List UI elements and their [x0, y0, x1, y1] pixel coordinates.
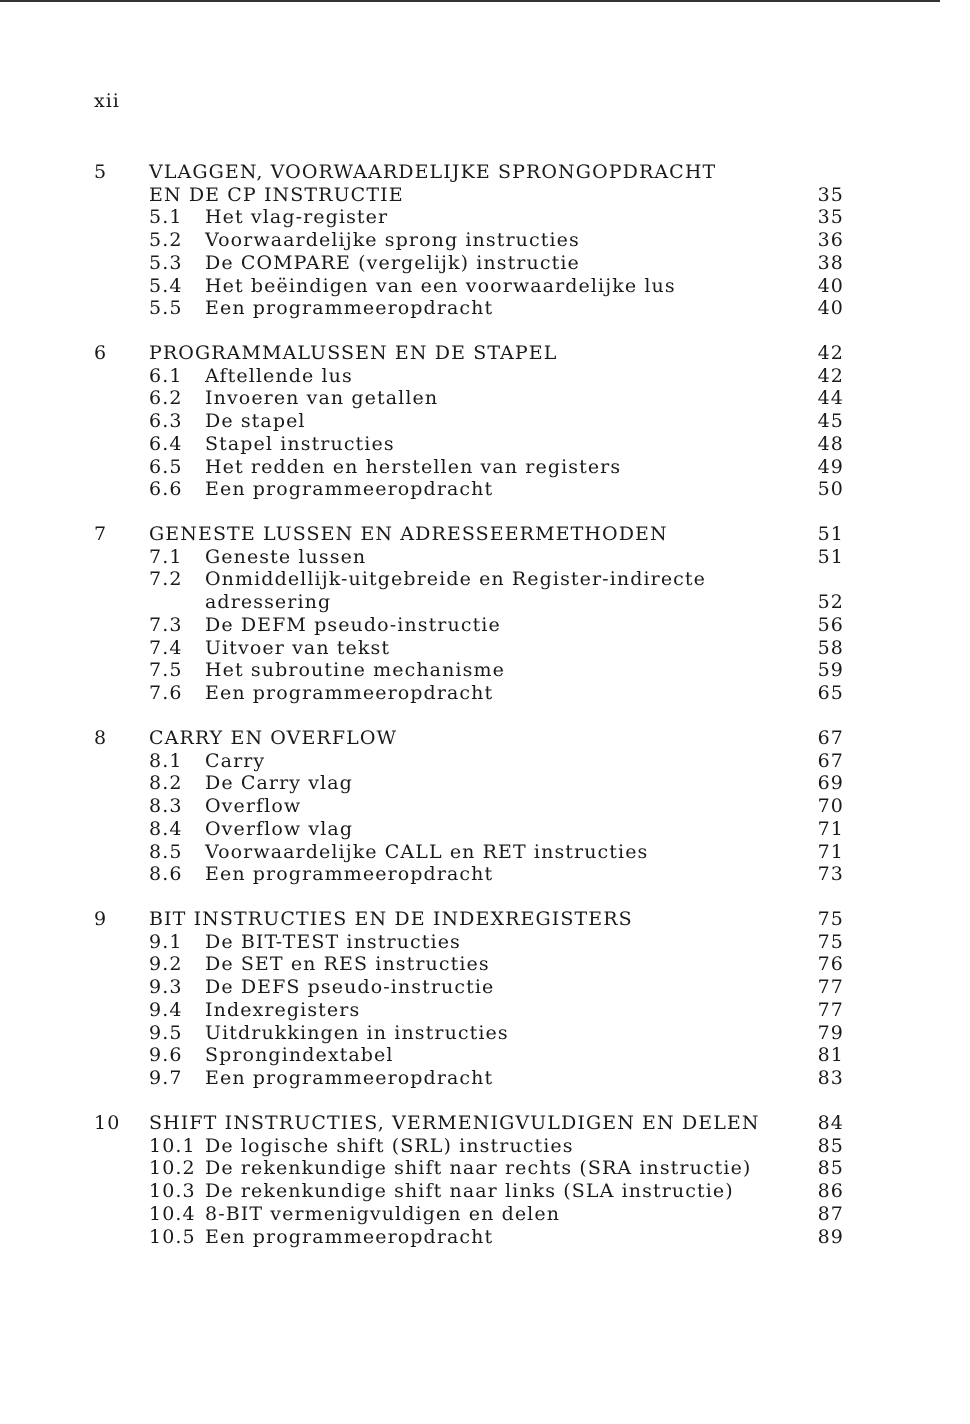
section-number: 7.6 — [149, 681, 183, 704]
section-entry — [0, 410, 970, 433]
section-page-number: 45 — [817, 410, 844, 433]
chapter-entry — [0, 908, 970, 931]
section-entry — [0, 637, 970, 660]
section-entry — [0, 387, 970, 410]
section-page-number: 79 — [817, 1021, 844, 1044]
section-page-number: 51 — [817, 545, 844, 568]
chapter-number: 5 — [94, 161, 108, 183]
section-number: 5.4 — [149, 274, 183, 297]
section-entry — [0, 1226, 970, 1249]
section-entry — [0, 614, 970, 637]
section-title: Overflow — [205, 795, 302, 818]
section-number: 9.3 — [149, 976, 183, 999]
section-page-number: 50 — [817, 478, 844, 501]
section-number: 7.1 — [149, 545, 183, 568]
section-number: 9.7 — [149, 1066, 183, 1089]
section-number: 6.2 — [149, 387, 183, 410]
section-entry — [0, 818, 970, 841]
section-entry — [0, 999, 970, 1022]
section-entry — [0, 772, 970, 795]
section-number: 8.1 — [149, 749, 183, 772]
section-number: 5.1 — [149, 206, 183, 229]
section-number: 10.2 — [149, 1157, 196, 1180]
chapter-entry — [0, 523, 970, 546]
section-entry — [0, 795, 970, 818]
section-page-number: 70 — [817, 795, 844, 818]
section-page-number: 40 — [817, 297, 844, 320]
section-entry — [0, 931, 970, 954]
section-entry — [0, 1067, 970, 1090]
section-number: 10.1 — [149, 1134, 196, 1157]
page-number: xii — [94, 90, 120, 112]
section-page-number: 75 — [817, 930, 844, 953]
section-entry — [0, 206, 970, 229]
section-entry — [0, 1157, 970, 1180]
section-number: 6.4 — [149, 432, 183, 455]
section-number: 9.5 — [149, 1021, 183, 1044]
section-entry — [0, 478, 970, 501]
chapter-page-number: 84 — [817, 1112, 844, 1134]
section-page-number: 87 — [817, 1202, 844, 1225]
section-title: De stapel — [205, 410, 306, 433]
chapter-number: 9 — [94, 908, 108, 930]
chapter-entry — [0, 1112, 970, 1135]
section-entry — [0, 953, 970, 976]
chapter-entry — [0, 184, 970, 207]
chapter-title: CARRY EN OVERFLOW — [149, 727, 398, 749]
section-title: Een programmeeropdracht — [205, 297, 494, 320]
section-page-number: 67 — [817, 749, 844, 772]
section-page-number: 71 — [817, 817, 844, 840]
section-number: 6.6 — [149, 478, 183, 501]
chapter-title: VLAGGEN, VOORWAARDELIJKE SPRONGOPDRACHT — [149, 161, 717, 183]
section-page-number: 85 — [817, 1134, 844, 1157]
section-page-number: 83 — [817, 1066, 844, 1089]
chapter-number: 10 — [94, 1112, 121, 1134]
section-title: De logische shift (SRL) instructies — [205, 1134, 574, 1157]
section-page-number: 36 — [817, 229, 844, 252]
top-rule — [0, 0, 940, 2]
section-page-number: 52 — [817, 591, 844, 614]
section-page-number: 77 — [817, 976, 844, 999]
section-page-number: 42 — [817, 364, 844, 387]
section-entry — [0, 682, 970, 705]
chapter-page-number: 35 — [817, 183, 844, 206]
section-title: De BIT-TEST instructies — [205, 930, 461, 953]
section-page-number: 40 — [817, 274, 844, 297]
section-title: De DEFS pseudo-instructie — [205, 976, 495, 999]
section-entry — [0, 433, 970, 456]
section-title: Aftellende lus — [205, 364, 353, 387]
section-entry — [0, 863, 970, 886]
chapter-title: GENESTE LUSSEN EN ADRESSEERMETHODEN — [149, 523, 668, 545]
section-page-number: 38 — [817, 251, 844, 274]
chapter-title: SHIFT INSTRUCTIES, VERMENIGVULDIGEN EN DELEN — [149, 1112, 760, 1134]
section-page-number: 35 — [817, 206, 844, 229]
section-number: 6.3 — [149, 410, 183, 433]
section-page-number: 48 — [817, 432, 844, 455]
section-title: De Carry vlag — [205, 772, 353, 795]
chapter-page-number: 67 — [817, 727, 844, 749]
section-page-number: 76 — [817, 953, 844, 976]
section-page-number: 49 — [817, 455, 844, 478]
section-title: Voorwaardelijke sprong instructies — [205, 229, 580, 252]
section-title: Het beëindigen van een voorwaardelijke lus — [205, 274, 676, 297]
section-page-number: 85 — [817, 1157, 844, 1180]
section-number: 5.5 — [149, 297, 183, 320]
section-title: Invoeren van getallen — [205, 387, 439, 410]
section-number: 9.4 — [149, 998, 183, 1021]
section-entry — [0, 365, 970, 388]
section-number: 9.1 — [149, 930, 183, 953]
section-title: Het redden en herstellen van registers — [205, 455, 622, 478]
section-page-number: 69 — [817, 772, 844, 795]
section-title: Overflow vlag — [205, 817, 354, 840]
chapter-entry — [0, 727, 970, 750]
section-title: Carry — [205, 749, 266, 772]
section-entry — [0, 275, 970, 298]
section-page-number: 89 — [817, 1225, 844, 1248]
section-title: Uitdrukkingen in instructies — [205, 1021, 509, 1044]
section-entry — [0, 1135, 970, 1158]
section-number: 10.4 — [149, 1202, 196, 1225]
section-entry — [0, 1044, 970, 1067]
chapter-title: EN DE CP INSTRUCTIE — [149, 183, 404, 206]
section-number: 8.5 — [149, 840, 183, 863]
section-title: De rekenkundige shift naar links (SLA instructie) — [205, 1180, 734, 1203]
section-entry — [0, 229, 970, 252]
section-entry — [0, 456, 970, 479]
section-entry — [0, 976, 970, 999]
section-number: 10.5 — [149, 1225, 196, 1248]
section-title: De COMPARE (vergelijk) instructie — [205, 251, 580, 274]
section-number: 6.1 — [149, 364, 183, 387]
section-number: 8.3 — [149, 795, 183, 818]
section-title: De rekenkundige shift naar rechts (SRA instructie) — [205, 1157, 752, 1180]
section-number: 8.2 — [149, 772, 183, 795]
section-page-number: 58 — [817, 636, 844, 659]
chapter-entry — [0, 342, 970, 365]
section-entry — [0, 841, 970, 864]
section-page-number: 77 — [817, 998, 844, 1021]
section-title: adressering — [205, 591, 332, 614]
chapter-page-number: 42 — [817, 342, 844, 364]
section-entry — [0, 546, 970, 569]
section-entry — [0, 568, 970, 591]
section-title: Sprongindextabel — [205, 1044, 394, 1067]
chapter-number: 7 — [94, 523, 108, 545]
section-title: De SET en RES instructies — [205, 953, 490, 976]
section-page-number: 65 — [817, 681, 844, 704]
chapter-number: 6 — [94, 342, 108, 364]
section-number: 8.6 — [149, 863, 183, 886]
chapter-entry — [0, 161, 970, 184]
section-title: Een programmeeropdracht — [205, 1066, 494, 1089]
section-title: Het subroutine mechanisme — [205, 659, 505, 682]
section-number: 8.4 — [149, 817, 183, 840]
section-title: Uitvoer van tekst — [205, 636, 391, 659]
section-entry — [0, 297, 970, 320]
section-entry — [0, 252, 970, 275]
section-number: 5.3 — [149, 251, 183, 274]
section-page-number: 73 — [817, 863, 844, 886]
section-title: Indexregisters — [205, 998, 361, 1021]
section-title: Voorwaardelijke CALL en RET instructies — [205, 840, 649, 863]
chapter-title: PROGRAMMALUSSEN EN DE STAPEL — [149, 342, 558, 364]
section-entry — [0, 1180, 970, 1203]
section-title: Een programmeeropdracht — [205, 478, 494, 501]
section-page-number: 71 — [817, 840, 844, 863]
section-entry — [0, 591, 970, 614]
chapter-page-number: 75 — [817, 908, 844, 930]
chapter-title: BIT INSTRUCTIES EN DE INDEXREGISTERS — [149, 908, 633, 930]
section-entry — [0, 659, 970, 682]
section-title: Een programmeeropdracht — [205, 863, 494, 886]
section-title: Geneste lussen — [205, 545, 367, 568]
section-number: 7.4 — [149, 636, 183, 659]
section-title: Stapel instructies — [205, 432, 395, 455]
section-title: Onmiddellijk-uitgebreide en Register-indirecte — [205, 568, 707, 591]
section-number: 10.3 — [149, 1180, 196, 1203]
section-page-number: 44 — [817, 387, 844, 410]
section-title: De DEFM pseudo-instructie — [205, 613, 501, 636]
chapter-number: 8 — [94, 727, 108, 749]
section-title: Een programmeeropdracht — [205, 1225, 494, 1248]
section-title: Een programmeeropdracht — [205, 681, 494, 704]
section-page-number: 56 — [817, 613, 844, 636]
section-number: 9.2 — [149, 953, 183, 976]
section-number: 6.5 — [149, 455, 183, 478]
section-title: Het vlag-register — [205, 206, 389, 229]
section-entry — [0, 1022, 970, 1045]
section-number: 7.2 — [149, 568, 183, 591]
chapter-page-number: 51 — [817, 523, 844, 545]
section-number: 5.2 — [149, 229, 183, 252]
section-page-number: 86 — [817, 1180, 844, 1203]
section-entry — [0, 750, 970, 773]
section-page-number: 81 — [817, 1044, 844, 1067]
section-title: 8-BIT vermenigvuldigen en delen — [205, 1202, 561, 1225]
section-number: 9.6 — [149, 1044, 183, 1067]
section-number: 7.5 — [149, 659, 183, 682]
section-entry — [0, 1203, 970, 1226]
section-page-number: 59 — [817, 659, 844, 682]
section-number: 7.3 — [149, 613, 183, 636]
